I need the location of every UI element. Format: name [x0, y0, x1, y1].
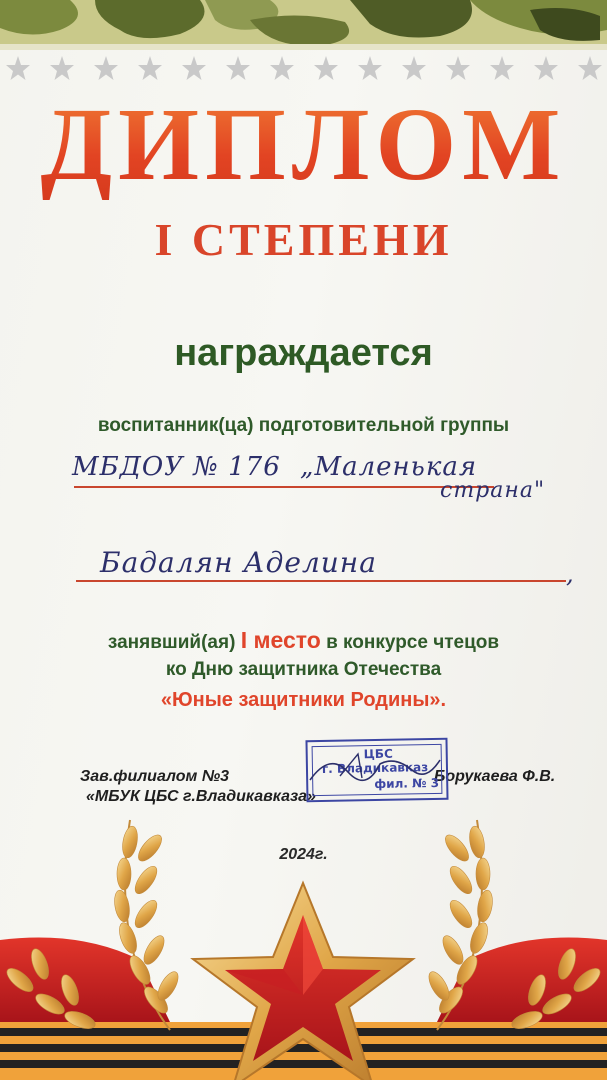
name-underline [76, 580, 566, 582]
signature-position-line2: «МБУК ЦБС г.Владикавказа» [86, 788, 316, 805]
decorative-stars-row [6, 55, 606, 83]
result-suffix: в конкурсе чтецов [326, 632, 500, 653]
place-text: I место [240, 627, 321, 653]
signature-position-line1: Зав.филиалом №3 [80, 768, 230, 785]
handwritten-comma: , [566, 560, 575, 588]
awarded-heading: награждается [174, 332, 433, 374]
signature-scribble [300, 742, 450, 792]
pupil-group-line: воспитанник(ца) подготовительной группы [97, 415, 510, 436]
institution-underline [74, 486, 494, 488]
result-line [0, 628, 607, 655]
stamp-line2: г. Владикавказ [321, 760, 429, 776]
signatory-name: Борукаева Ф.В. [434, 768, 556, 785]
laurel-star-decoration [0, 790, 607, 1080]
handwritten-institution-name-end: страна" [440, 478, 546, 503]
stamp-line1: ЦБС [363, 746, 393, 762]
handwritten-institution-number: МБДОУ № 176 [72, 452, 281, 482]
diploma-year: 2024г. [279, 846, 328, 863]
handwritten-recipient-name: Бадалян Аделина [100, 546, 377, 579]
handwritten-institution-name: „Маленькая [300, 452, 478, 482]
camouflage-band [0, 0, 607, 50]
result-prefix: занявший(ая) [107, 632, 236, 653]
stamp-line3: фил. № 3 [374, 775, 440, 792]
occasion-line: ко Дню защитника Отечества [165, 659, 442, 680]
contest-name: «Юные защитники Родины». [160, 689, 447, 711]
diploma-degree: I СТЕПЕНИ [154, 214, 453, 265]
diploma-title: ДИПЛОМ [0, 90, 607, 200]
